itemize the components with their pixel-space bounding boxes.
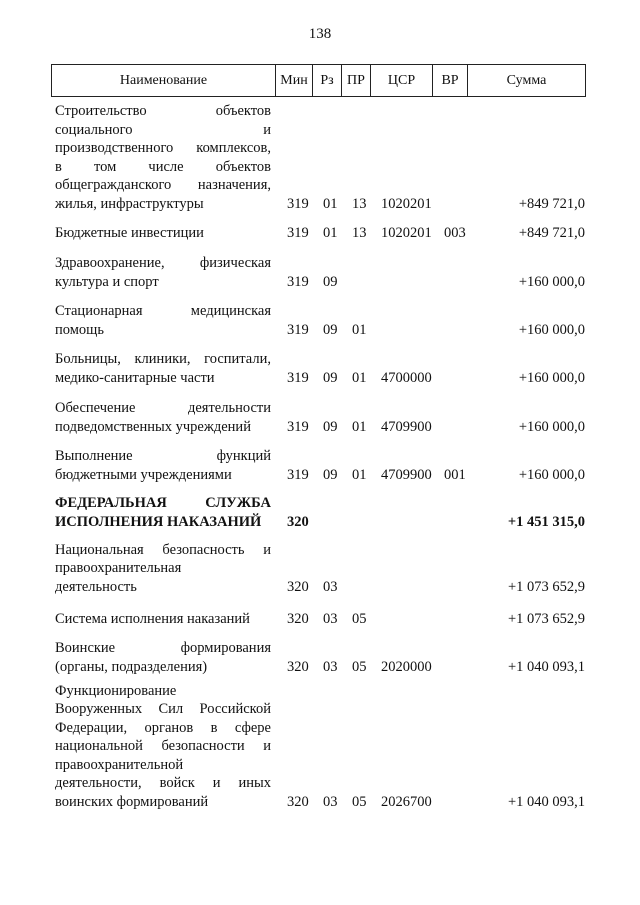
row-sum: +160 000,0 [518,321,585,338]
row-sum: +1 040 093,1 [507,793,585,810]
row-sum: +1 040 093,1 [507,658,585,675]
row-name-line: Больницы, клиники, госпитали, [55,351,271,367]
row-name-line: в том числе объектов [55,158,271,175]
row-sum: +1 073 652,9 [507,610,585,627]
row-vr: 001 [444,466,466,483]
row-pr: 01 [352,466,367,483]
row-min: 319 [287,273,309,290]
row-name-line: Здравоохранение, физическая [55,255,271,271]
row-csr: 1020201 [381,224,432,241]
row-name-line: национальной безопасности и [55,738,271,754]
row-rz: 03 [323,578,338,595]
row-pr: 05 [352,610,367,627]
row-sum: +160 000,0 [518,466,585,483]
row-name-line: ИСПОЛНЕНИЯ НАКАЗАНИЙ [55,513,262,530]
row-name-line: правоохранительная [55,560,182,576]
row-sum: +160 000,0 [518,418,585,435]
row-name-line: помощь [55,321,104,338]
header-csr: ЦСР [371,65,433,96]
row-pr: 01 [352,321,367,338]
header-sum: Сумма [506,72,547,88]
row-min: 320 [287,658,309,675]
row-sum: +1 451 315,0 [507,513,585,530]
row-sum: +160 000,0 [518,369,585,386]
header-pr: ПР [342,65,371,96]
row-name-line: бюджетными учреждениями [55,466,232,483]
row-name-line: Вооруженных Сил Российской [55,701,271,717]
row-pr: 13 [352,224,367,241]
row-min: 320 [287,793,309,810]
row-rz: 09 [323,418,338,435]
row-name-line: Национальная безопасность и [55,541,271,558]
row-name-line: Бюджетные инвестиции [55,224,204,241]
row-csr: 4709900 [381,418,432,435]
header-vr: ВР [433,65,468,96]
row-name-line: Выполнение функций [55,448,271,464]
row-csr: 2026700 [381,793,432,810]
row-min: 319 [287,321,309,338]
row-name-line: Федерации, органов в сфере [55,719,271,736]
row-name-line: деятельности, войск и иных [55,775,271,791]
row-pr: 13 [352,195,367,212]
row-min: 320 [287,578,309,595]
row-min: 320 [287,610,309,627]
row-vr: 003 [444,224,466,241]
row-csr: 4700000 [381,369,432,386]
row-pr: 01 [352,418,367,435]
header-min: Мин [276,65,313,96]
row-name-line: производственного комплексов, [55,140,271,156]
row-sum: +849 721,0 [518,224,585,241]
row-name [55,682,271,812]
row-name-line: воинских формирований [55,793,209,810]
row-min: 320 [287,513,309,530]
row-sum: +849 721,0 [518,195,585,212]
row-name-line: медико-санитарные части [55,369,215,386]
row-name-line: Воинские формирования [55,640,271,656]
row-pr: 01 [352,369,367,386]
row-name-line: (органы, подразделения) [55,658,208,675]
row-rz: 01 [323,195,338,212]
header-rz: Рз [313,65,342,96]
row-name-line: правоохранительной [55,756,184,773]
row-name-line: деятельность [55,578,137,595]
row-name-line: Строительство объектов [55,103,271,119]
row-min: 319 [287,418,309,435]
row-csr: 4709900 [381,466,432,483]
row-csr: 1020201 [381,195,432,212]
row-rz: 03 [323,610,338,627]
row-name-line: ФЕДЕРАЛЬНАЯ СЛУЖБА [55,495,271,511]
row-rz: 09 [323,321,338,338]
row-name-line: Система исполнения наказаний [55,610,250,627]
row-name-line: социального и [55,121,271,138]
row-name-line: Обеспечение деятельности [55,400,271,416]
row-name-line: общегражданского назначения, [55,177,271,193]
row-min: 319 [287,466,309,483]
row-name-line: Функционирование [55,682,177,699]
row-min: 319 [287,195,309,212]
header-name: Наименование [52,65,276,96]
row-pr: 05 [352,658,367,675]
row-rz: 03 [323,793,338,810]
row-rz: 01 [323,224,338,241]
row-name-line: культура и спорт [55,273,159,290]
row-rz: 09 [323,466,338,483]
row-csr: 2020000 [381,658,432,675]
row-name-line: жилья, инфраструктуры [55,195,204,212]
row-min: 319 [287,224,309,241]
row-rz: 03 [323,658,338,675]
row-sum: +160 000,0 [518,273,585,290]
row-rz: 09 [323,273,338,290]
row-sum: +1 073 652,9 [507,578,585,595]
row-min: 319 [287,369,309,386]
row-rz: 09 [323,369,338,386]
page-number: 138 [308,26,332,42]
row-pr: 05 [352,793,367,810]
row-name-line: Стационарная медицинская [55,303,271,319]
row-name-line: подведомственных учреждений [55,418,251,435]
